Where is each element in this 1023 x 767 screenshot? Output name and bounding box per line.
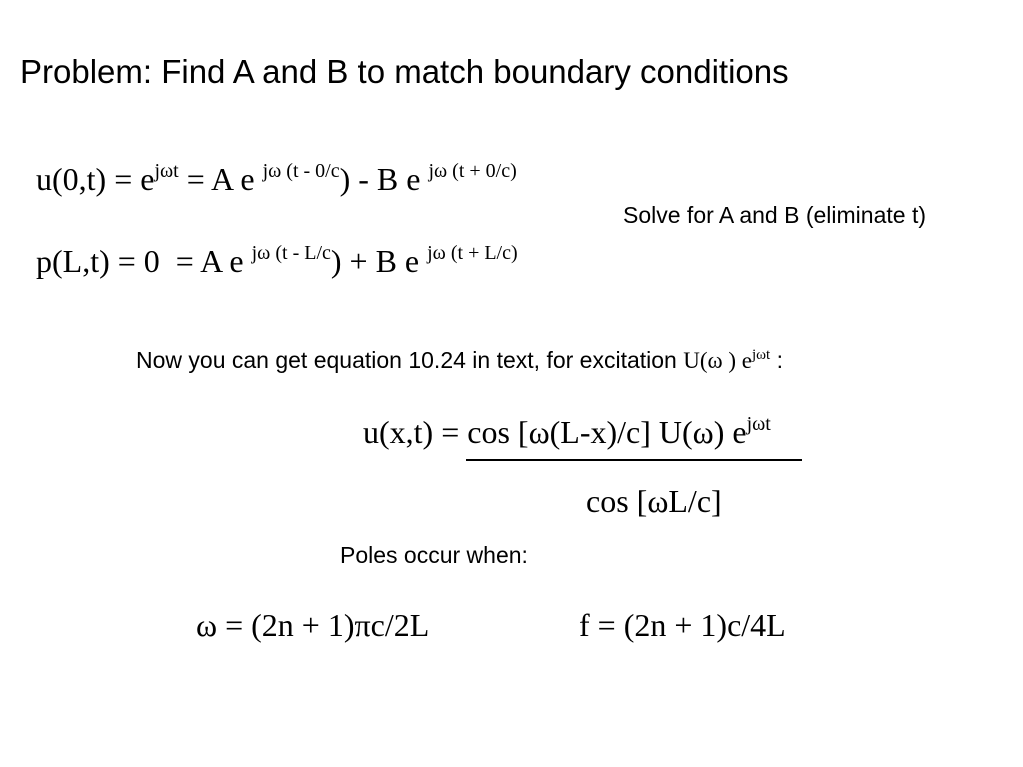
boundary-equation-u [36, 159, 517, 199]
excitation-text: Now you can get equation 10.24 in text, for excitation [136, 347, 684, 373]
excitation-note [136, 345, 783, 376]
poles-label: Poles occur when: [340, 542, 528, 568]
eq1-lhs: u(0,t) = e [36, 161, 155, 197]
excitation-colon: : [770, 347, 784, 373]
result-denominator: cos [ωL/c] [586, 483, 722, 519]
excitation-u-omega: U(ω ) e [683, 348, 753, 373]
eq2-lhs: p(L,t) = 0 [36, 243, 160, 279]
eq2-tail: ) + B e [330, 243, 428, 279]
eq2-mid-exponent: jω (t - L/c [251, 242, 331, 264]
numerator-exponent: jωt [746, 413, 771, 435]
eq1-mid-exponent: jω (t - 0/c [262, 160, 340, 182]
solve-note: Solve for A and B (eliminate t) [623, 202, 926, 228]
excitation-exponent: jωt [752, 347, 771, 363]
numerator-text: u(x,t) = cos [ω(L-x)/c] U(ω) e [363, 414, 747, 450]
boundary-equation-p [36, 241, 518, 281]
eq1-tail: ) - B e [339, 161, 429, 197]
eq1-tail-exponent: jω (t + 0/c) [428, 160, 517, 182]
eq1-lhs-exponent: jωt [154, 160, 179, 182]
slide-title: Problem: Find A and B to match boundary conditions [20, 53, 789, 90]
frequency-pole-equation: f = (2n + 1)c/4L [579, 607, 786, 643]
omega-pole-equation: ω = (2n + 1)πc/2L [196, 607, 430, 643]
eq2-tail-exponent: jω (t + L/c) [427, 242, 518, 264]
fraction-bar [466, 459, 802, 461]
eq1-mid: = A e [178, 161, 263, 197]
eq2-mid: = A e [159, 243, 252, 279]
result-numerator [363, 412, 771, 452]
